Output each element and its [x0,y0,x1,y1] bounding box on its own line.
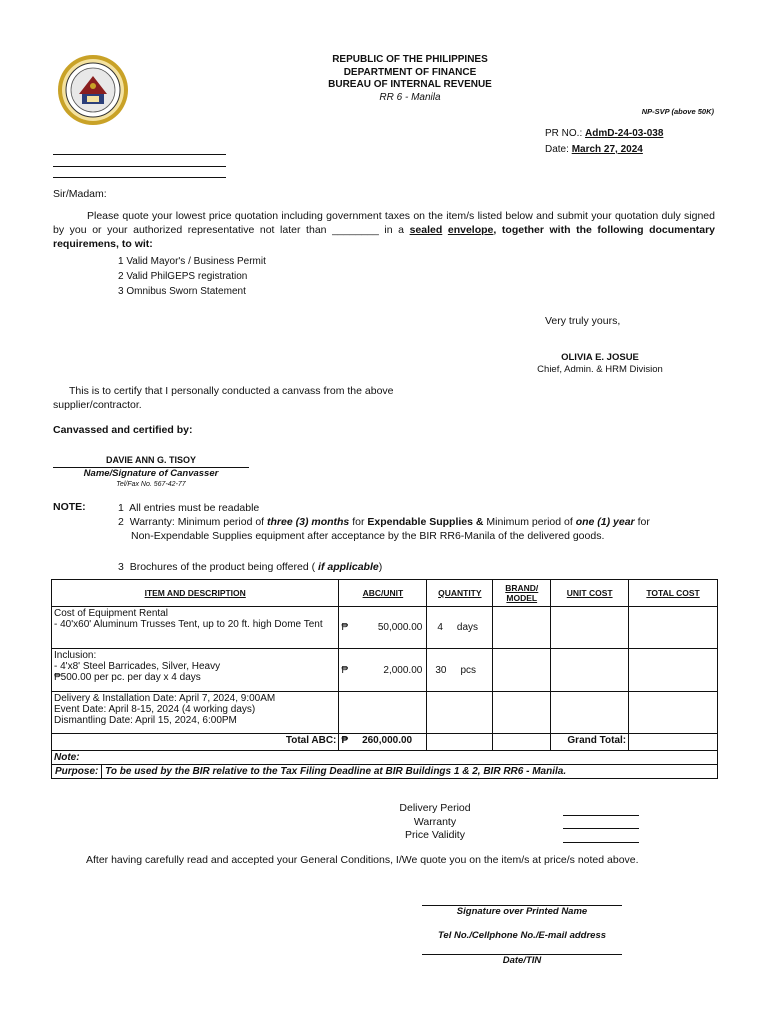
empty-cell [339,692,427,734]
note-cell [52,751,718,765]
requirement-num: 3 [118,286,124,297]
requirement-item [118,256,266,267]
schedule-dismantling: Dismantling Date: April 15, 2024, 6:00PM [54,715,237,726]
address-line-3 [53,177,226,178]
certify-text: This is to certify that I personally conducted a canvass from the above supplier/contractor. [53,385,394,411]
requirement-num: 2 [118,271,124,282]
date-tin-caption: Date/TIN [502,955,542,966]
acceptance-text: After having carefully read and accepted your General Conditions, I/We quote you on the item/s at price/s noted above. [86,854,639,866]
item-unit-cost [551,649,629,692]
grand-total-value [629,734,718,751]
note-expendable: Expendable Supplies & [367,516,484,528]
pr-number-value: AdmD-24-03-038 [585,128,664,139]
request-paragraph [53,209,715,251]
canvasser-name: DAVIE ANN G. TISOY [105,455,196,465]
table-note-row [52,751,718,765]
header-brand: BRAND/ MODEL [493,580,551,607]
table-note-label: Note: [54,752,80,763]
schedule-delivery: Delivery & Installation Date: April 7, 2024, 9:00AM [54,693,276,704]
request-sealed: sealed [409,224,443,236]
note-text: ) [378,561,383,573]
schedule-description [52,692,339,734]
item-abc-value: 2,000.00 [383,664,423,676]
peso-sign: ₱ [341,664,349,676]
item-desc-line: Cost of Equipment Rental [54,608,168,619]
item-abc [339,607,427,649]
item-desc-line: Inclusion: [54,650,97,661]
peso-sign: ₱ [341,622,349,633]
pr-date-label: Date: [545,144,572,155]
requirement-text: Valid PhilGEPS registration [126,271,248,282]
note-three-months: three (3) months [267,516,350,528]
header-department: DEPARTMENT OF FINANCE [343,66,477,78]
item-quantity [427,607,493,649]
note-item-2-cont: Non-Expendable Supplies equipment after acceptance by the BIR RR6-Manila of the delivered goods. [131,530,605,542]
table-row [52,607,718,649]
request-text-2: , together with the following documentary requiremens, to wit: [53,224,716,250]
schedule-event: Event Date: April 8-15, 2024 (4 working days) [54,704,256,715]
signatory-name: OLIVIA E. JOSUE [561,352,639,363]
items-table [51,579,718,779]
closing: Very truly yours, [545,315,621,327]
requirement-text: Omnibus Sworn Statement [126,286,246,297]
request-text-1: Please quote your lowest price quotation including government taxes on the item/s listed below and submit your quotation duly signed by you or your authorized representative not later than ________ in a [53,210,715,236]
signatory-title: Chief, Admin. & HRM Division [537,364,663,375]
table-row-schedule [52,692,718,734]
item-quantity [427,649,493,692]
canvasser-caption: Name/Signature of Canvasser [83,468,219,479]
peso-sign: ₱ [341,735,349,746]
total-abc-value: 260,000.00 [362,735,413,746]
purpose-label: Purpose: [52,765,102,778]
requirement-text: Valid Mayor's / Business Permit [126,256,266,267]
item-abc [339,649,427,692]
note-one-year: one (1) year [575,516,635,528]
item-unit-cost [551,607,629,649]
salutation: Sir/Madam: [53,188,107,200]
header-region: RR 6 - Manila [379,91,441,103]
empty-cell [629,692,718,734]
table-header-row [52,580,718,607]
purpose-text: To be used by the BIR relative to the Tax Filing Deadline at BIR Buildings 1 & 2, BIR RR6 - Manila. [105,766,567,777]
delivery-period-label: Delivery Period [399,802,471,814]
requirement-num: 1 [118,256,124,267]
total-abc [339,734,427,751]
requirement-item [118,271,247,282]
delivery-period-line [563,815,639,816]
canvasser-telfax: Tel/Fax No. 567-42-77 [116,481,186,488]
header-total-cost: TOTAL COST [629,580,718,607]
note-text: for [349,516,368,528]
request-envelope: envelope [447,224,494,236]
total-abc-label: Total ABC: [52,734,339,751]
note-item-3 [118,561,382,573]
pr-date [545,144,643,155]
item-abc-value: 50,000.00 [377,622,423,633]
empty-cell [427,734,493,751]
signature-caption: Signature over Printed Name [456,906,588,917]
item-total-cost [629,607,718,649]
note-num: 3 [118,561,124,573]
agency-header [260,54,560,104]
item-qty-unit: days [456,622,479,633]
item-qty-value: 30 [435,664,447,676]
table-purpose-row [52,765,718,779]
warranty-line [563,828,639,829]
item-brand [493,607,551,649]
price-validity-line [563,842,639,843]
empty-cell [493,734,551,751]
pr-date-value: March 27, 2024 [571,144,643,155]
contact-caption: Tel No./Cellphone No./E-mail address [437,930,607,941]
requirement-item [118,286,246,297]
item-desc-line: ₱500.00 per pc. per day x 4 days [54,672,201,683]
header-republic: REPUBLIC OF THE PHILIPPINES [332,54,488,65]
note-item-1 [118,502,259,514]
table-row [52,649,718,692]
empty-cell [427,692,493,734]
address-line-1 [53,154,226,155]
header-quantity: QUANTITY [427,580,493,607]
price-validity-label: Price Validity [405,829,465,841]
table-total-row [52,734,718,751]
note-num: 1 [118,502,124,514]
note-text: for [634,516,650,528]
purpose-cell [52,765,718,779]
header-item: ITEM AND DESCRIPTION [52,580,339,607]
warranty-label: Warranty [413,815,457,828]
note-text: Minimum period of [483,516,576,528]
note-item-2 [118,516,650,528]
pr-number-label: PR NO.: [545,128,586,139]
item-desc-line: - 4'x8' Steel Barricades, Silver, Heavy [54,661,221,672]
empty-cell [493,692,551,734]
note-label: NOTE: [53,501,86,513]
np-svp-label: NP-SVP (above 50K) [641,107,714,116]
item-description [52,607,339,649]
item-desc-line: - 40'x60' Aluminum Trusses Tent, up to 20 ft. high Dome Tent [54,619,323,630]
address-line-2 [53,166,226,167]
note-text: Brochures of the product being offered ( [129,561,316,573]
item-qty-unit: pcs [460,664,477,676]
note-text: All entries must be readable [129,502,260,514]
note-if-applicable: if applicable [315,561,379,573]
item-qty-value: 4 [437,622,443,633]
pr-number [545,128,663,139]
item-brand [493,649,551,692]
header-abc: ABC/UNIT [339,580,427,607]
note-num: 2 [118,516,124,528]
header-unit-cost: UNIT COST [551,580,629,607]
bir-seal-icon [57,54,129,126]
item-description [52,649,339,692]
canvassed-label: Canvassed and certified by: [53,424,193,436]
empty-cell [551,692,629,734]
terms-block [360,802,510,843]
note-text: Warranty: Minimum period of [129,516,268,528]
item-total-cost [629,649,718,692]
header-bureau: BUREAU OF INTERNAL REVENUE [328,79,492,90]
bir-seal-logo [57,54,129,126]
grand-total-label: Grand Total: [551,734,629,751]
